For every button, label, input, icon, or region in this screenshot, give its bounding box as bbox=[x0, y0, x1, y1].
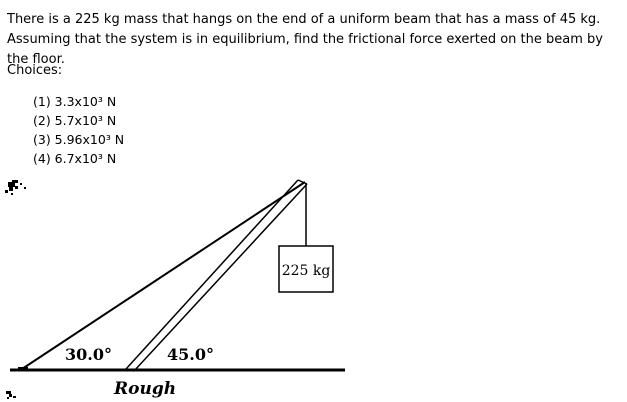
rope-angle-label: 30.0° bbox=[65, 345, 112, 364]
scan-artifact-top bbox=[5, 180, 26, 195]
choice-1[interactable]: (1) 3.3x10³ N bbox=[33, 94, 117, 109]
choices-title: Choices: bbox=[7, 63, 63, 78]
rope-line bbox=[22, 182, 305, 369]
scan-artifact-bottom bbox=[6, 391, 16, 399]
choice-3[interactable]: (3) 5.96x10³ N bbox=[33, 132, 125, 147]
mass-label: 225 kg bbox=[281, 263, 331, 279]
choice-2[interactable]: (2) 5.7x10³ N bbox=[33, 113, 117, 128]
beam-angle-label: 45.0° bbox=[167, 345, 214, 364]
beam-diagram bbox=[0, 170, 360, 402]
floor-label: Rough bbox=[114, 379, 177, 399]
choices-list bbox=[33, 92, 124, 168]
question-text: There is a 225 kg mass that hangs on the end of a uniform beam that has a mass of 45 kg. Assuming that the system is in equilibrium, find the frictional force exerted on the beam by the floor. bbox=[7, 12, 603, 67]
floor-anchor bbox=[18, 367, 28, 371]
choice-4[interactable]: (4) 6.7x10³ N bbox=[33, 151, 117, 166]
